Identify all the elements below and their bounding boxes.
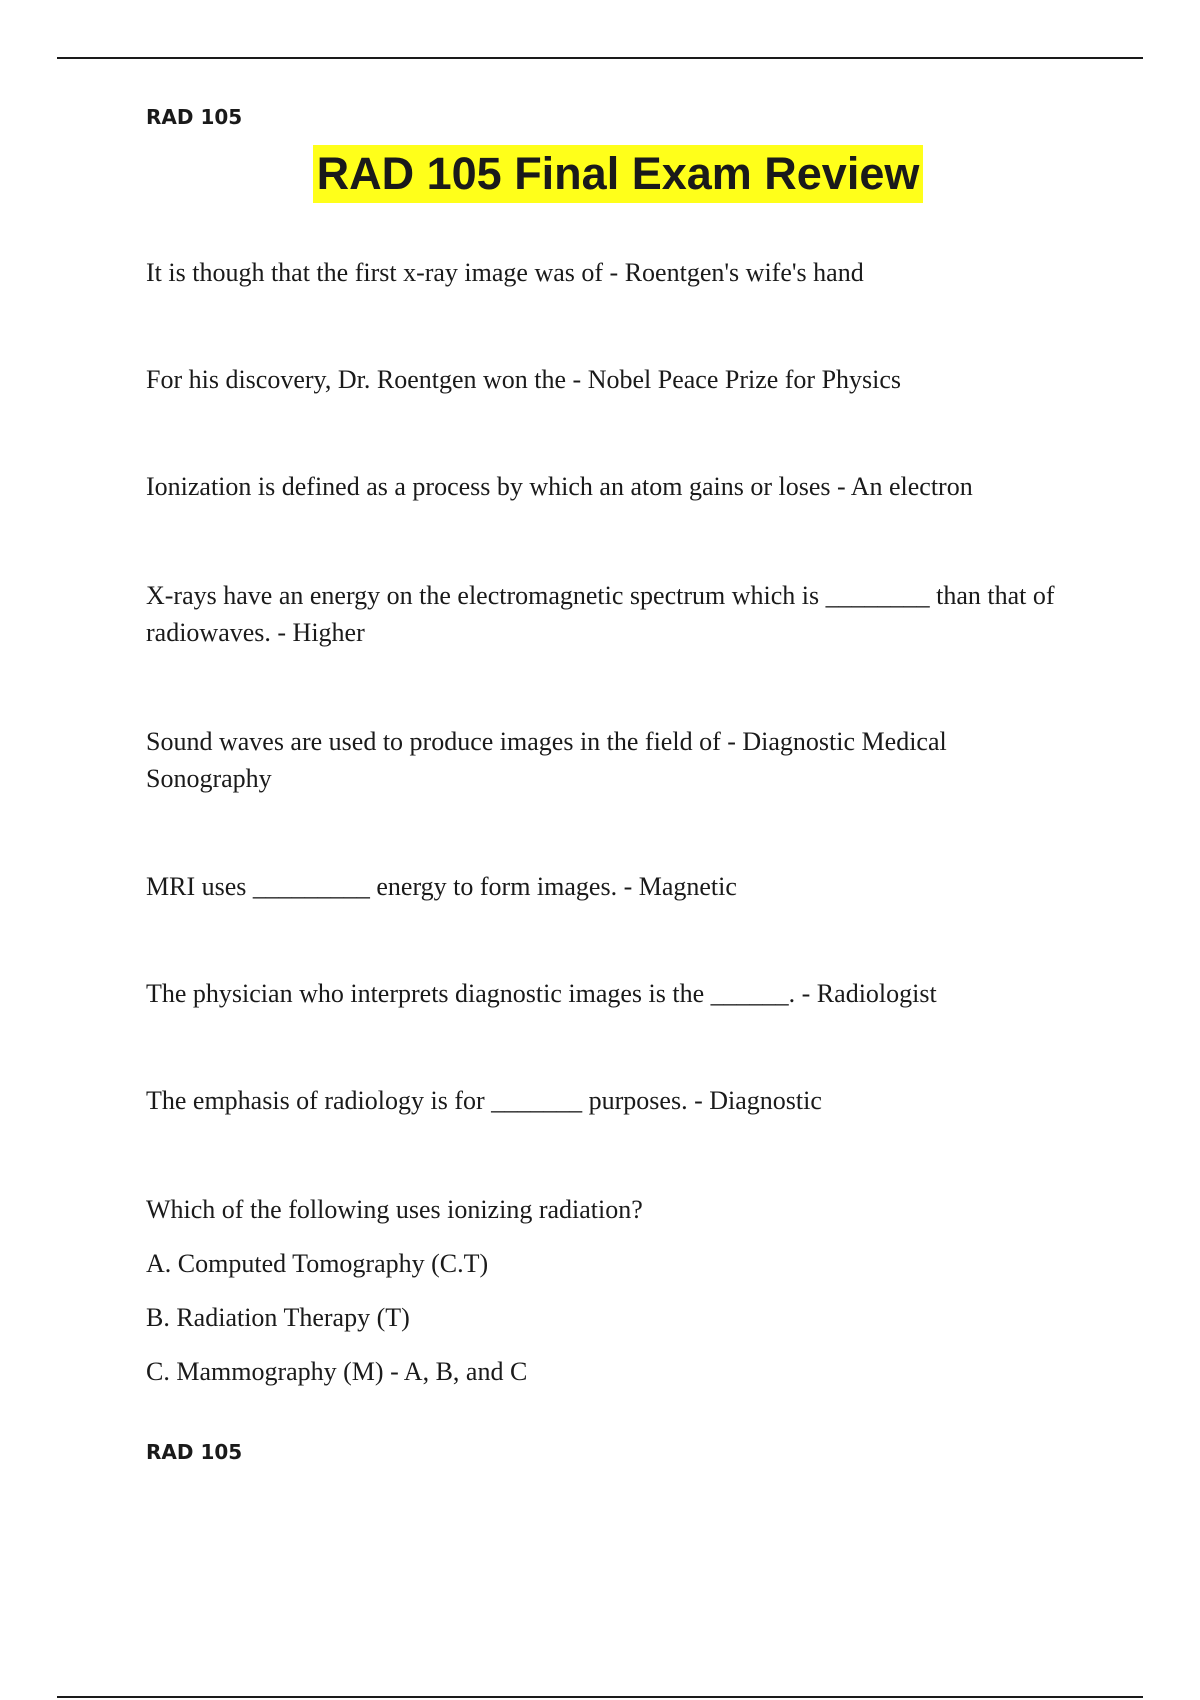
multiple-choice-question xyxy=(146,1191,1066,1407)
title-container xyxy=(0,145,1200,203)
mc-option-a: A. Computed Tomography (C.T) xyxy=(146,1249,489,1278)
top-rule xyxy=(57,57,1143,59)
question-7: The physician who interprets diagnostic images is the ______. - Radiologist xyxy=(146,979,937,1008)
question-1: It is though that the first x-ray image was of - Roentgen's wife's hand xyxy=(146,258,864,287)
document-title: RAD 105 Final Exam Review xyxy=(313,145,924,203)
question-6: MRI uses _________ energy to form images. - Magnetic xyxy=(146,872,737,901)
question-8: The emphasis of radiology is for _______ purposes. - Diagnostic xyxy=(146,1086,822,1115)
course-label-top: RAD 105 xyxy=(146,105,243,129)
question-3: Ionization is defined as a process by which an atom gains or loses - An electron xyxy=(146,472,973,501)
mc-option-c: C. Mammography (M) - A, B, and C xyxy=(146,1357,528,1386)
question-4: X-rays have an energy on the electromagnetic spectrum which is ________ than that of radiowaves. - Higher xyxy=(146,581,1055,647)
bottom-rule xyxy=(57,1696,1143,1698)
question-5: Sound waves are used to produce images in the field of - Diagnostic Medical Sonography xyxy=(146,727,947,793)
mc-option-b: B. Radiation Therapy (T) xyxy=(146,1303,410,1332)
course-label-bottom: RAD 105 xyxy=(146,1440,243,1464)
question-2: For his discovery, Dr. Roentgen won the - Nobel Peace Prize for Physics xyxy=(146,365,902,394)
mc-question-text: Which of the following uses ionizing radiation? xyxy=(146,1195,643,1224)
